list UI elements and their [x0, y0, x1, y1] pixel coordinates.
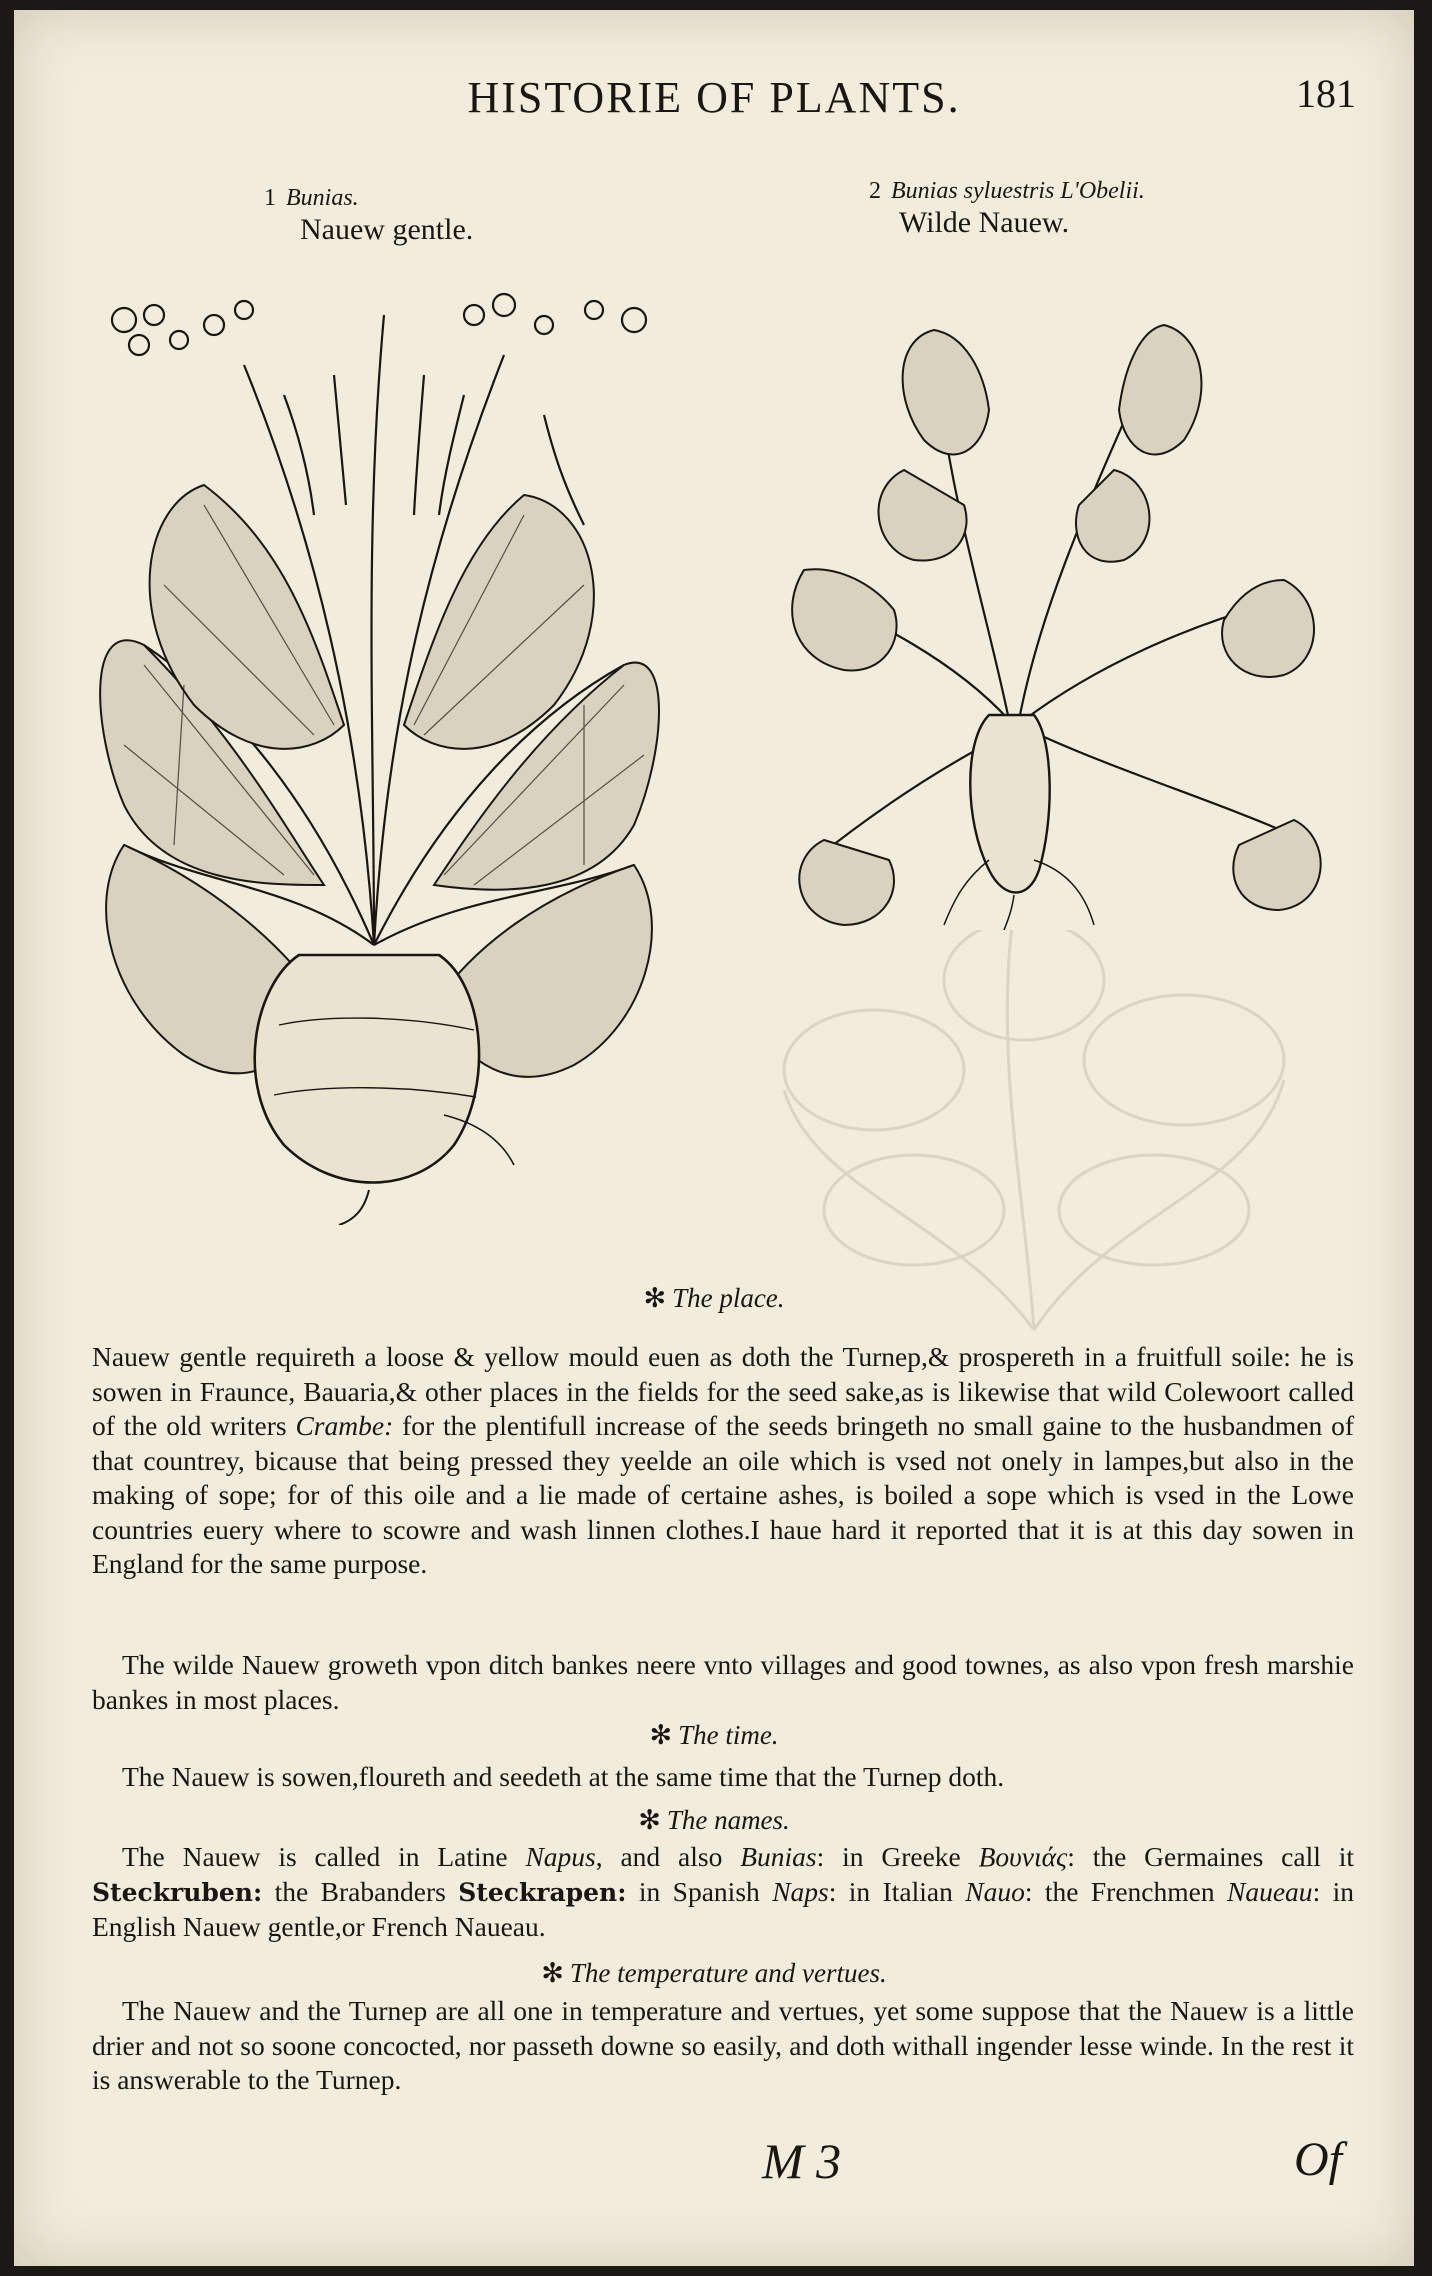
paragraph-place-1	[92, 1340, 1354, 1582]
names-blackletter-steckrapen: Steckrapen:	[458, 1877, 627, 1907]
names-text-5: the Brabanders	[262, 1875, 459, 1907]
names-italic-naps: Naps	[772, 1875, 829, 1907]
figure-1-number: 1	[264, 185, 276, 211]
heading-the-names-label: The names.	[666, 1805, 790, 1835]
signature-mark: M 3	[762, 2133, 842, 2189]
asterisk-ornament-icon: ✻	[649, 1720, 673, 1750]
figure-2-english-name: Wilde Nauew.	[899, 205, 1070, 239]
heading-temperature-label: The temperature and vertues.	[569, 1958, 887, 1988]
place-1-italic-crambe: Crambe:	[295, 1410, 394, 1441]
names-italic-napus: Napus	[525, 1841, 596, 1872]
names-text-2: , and also	[595, 1841, 741, 1872]
running-head: HISTORIE OF PLANTS.	[467, 73, 961, 122]
heading-the-names	[14, 1805, 1414, 1836]
place-1-text-a: Nauew gentle requireth a loose & yellow mould euen as doth the Turnep,& prospereth in a fruitfull soile: he is sowen in Fraunce, Bauaria,& other places in the fields for the seed sake,as is likewise that wild Colewoort called of the old writers	[92, 1341, 1354, 1441]
asterisk-ornament-icon: ✻	[541, 1958, 564, 1988]
woodcut-nauew-gentle	[84, 285, 664, 1225]
paragraph-temperature	[92, 1994, 1354, 2098]
page-number: 181	[1296, 71, 1356, 116]
heading-the-place-label: The place.	[672, 1283, 785, 1313]
names-greek-term: Βουνιάς	[978, 1841, 1068, 1872]
figure-2-number: 2	[869, 178, 881, 204]
names-text-6: in Spanish	[626, 1875, 773, 1907]
figure-2-caption	[869, 178, 1145, 240]
names-text-8: : the Frenchmen	[1024, 1875, 1227, 1907]
names-blackletter-steckruben: Steckruben:	[92, 1877, 263, 1907]
paragraph-names	[92, 1840, 1354, 1945]
names-italic-bunias: Bunias	[740, 1841, 817, 1872]
woodcut-wilde-nauew	[784, 300, 1334, 930]
names-text-1: The Nauew is called in Latine	[122, 1841, 526, 1872]
names-italic-nauo: Nauo	[965, 1875, 1025, 1907]
names-text-9: : in English Nauew gentle,or French Naueau.	[92, 1875, 1355, 1942]
names-text-7: : in Italian	[828, 1875, 966, 1907]
time-text: The Nauew is sowen,floureth and seedeth at the same time that the Turnep doth.	[122, 1761, 1005, 1792]
show-through-woodcut	[754, 890, 1314, 1340]
catchword: Of	[1294, 2133, 1342, 2186]
names-text-3: : in Greeke	[816, 1841, 979, 1872]
heading-the-place	[14, 1283, 1414, 1314]
names-text-4: : the Germaines call it	[1067, 1841, 1354, 1872]
asterisk-ornament-icon: ✻	[643, 1283, 667, 1313]
heading-the-time-label: The time.	[678, 1720, 779, 1750]
paragraph-place-2	[92, 1648, 1354, 1717]
heading-temperature-vertues	[14, 1958, 1414, 1989]
figure-1-latin-name: Bunias.	[286, 185, 359, 211]
names-italic-naueau: Naueau	[1227, 1875, 1313, 1907]
place-2-text: The wilde Nauew groweth vpon ditch bankes neere vnto villages and good townes, as also vpon fresh marshie bankes in most places.	[92, 1649, 1354, 1715]
asterisk-ornament-icon: ✻	[638, 1805, 661, 1835]
heading-the-time	[14, 1720, 1414, 1751]
figure-2-latin-name: Bunias syluestris L'Obelii.	[891, 178, 1145, 204]
book-page	[14, 10, 1414, 2266]
place-1-text-b: for the plentifull increase of the seeds bringeth no small gaine to the husbandmen of that countrey, bicause that being pressed they yeelde an oile which is vsed not onely in lampes,but also in the making of sope; for of this oile and a lie made of certaine ashes, is boiled a sope which is vsed in the Lowe countries euery where to scowre and wash linnen clothes.I haue hard it reported that it is at this day sowen in England for the same purpose.	[92, 1410, 1354, 1579]
paragraph-time	[92, 1760, 1354, 1795]
figure-1-english-name: Nauew gentle.	[300, 212, 474, 246]
temperature-text: The Nauew and the Turnep are all one in temperature and vertues, yet some suppose that the Nauew is a little drier and not so soone concocted, nor passeth downe so easily, and doth withall ingender lesse winde. In the rest it is answerable to the Turnep.	[92, 1995, 1354, 2095]
figure-1-caption	[264, 185, 473, 247]
